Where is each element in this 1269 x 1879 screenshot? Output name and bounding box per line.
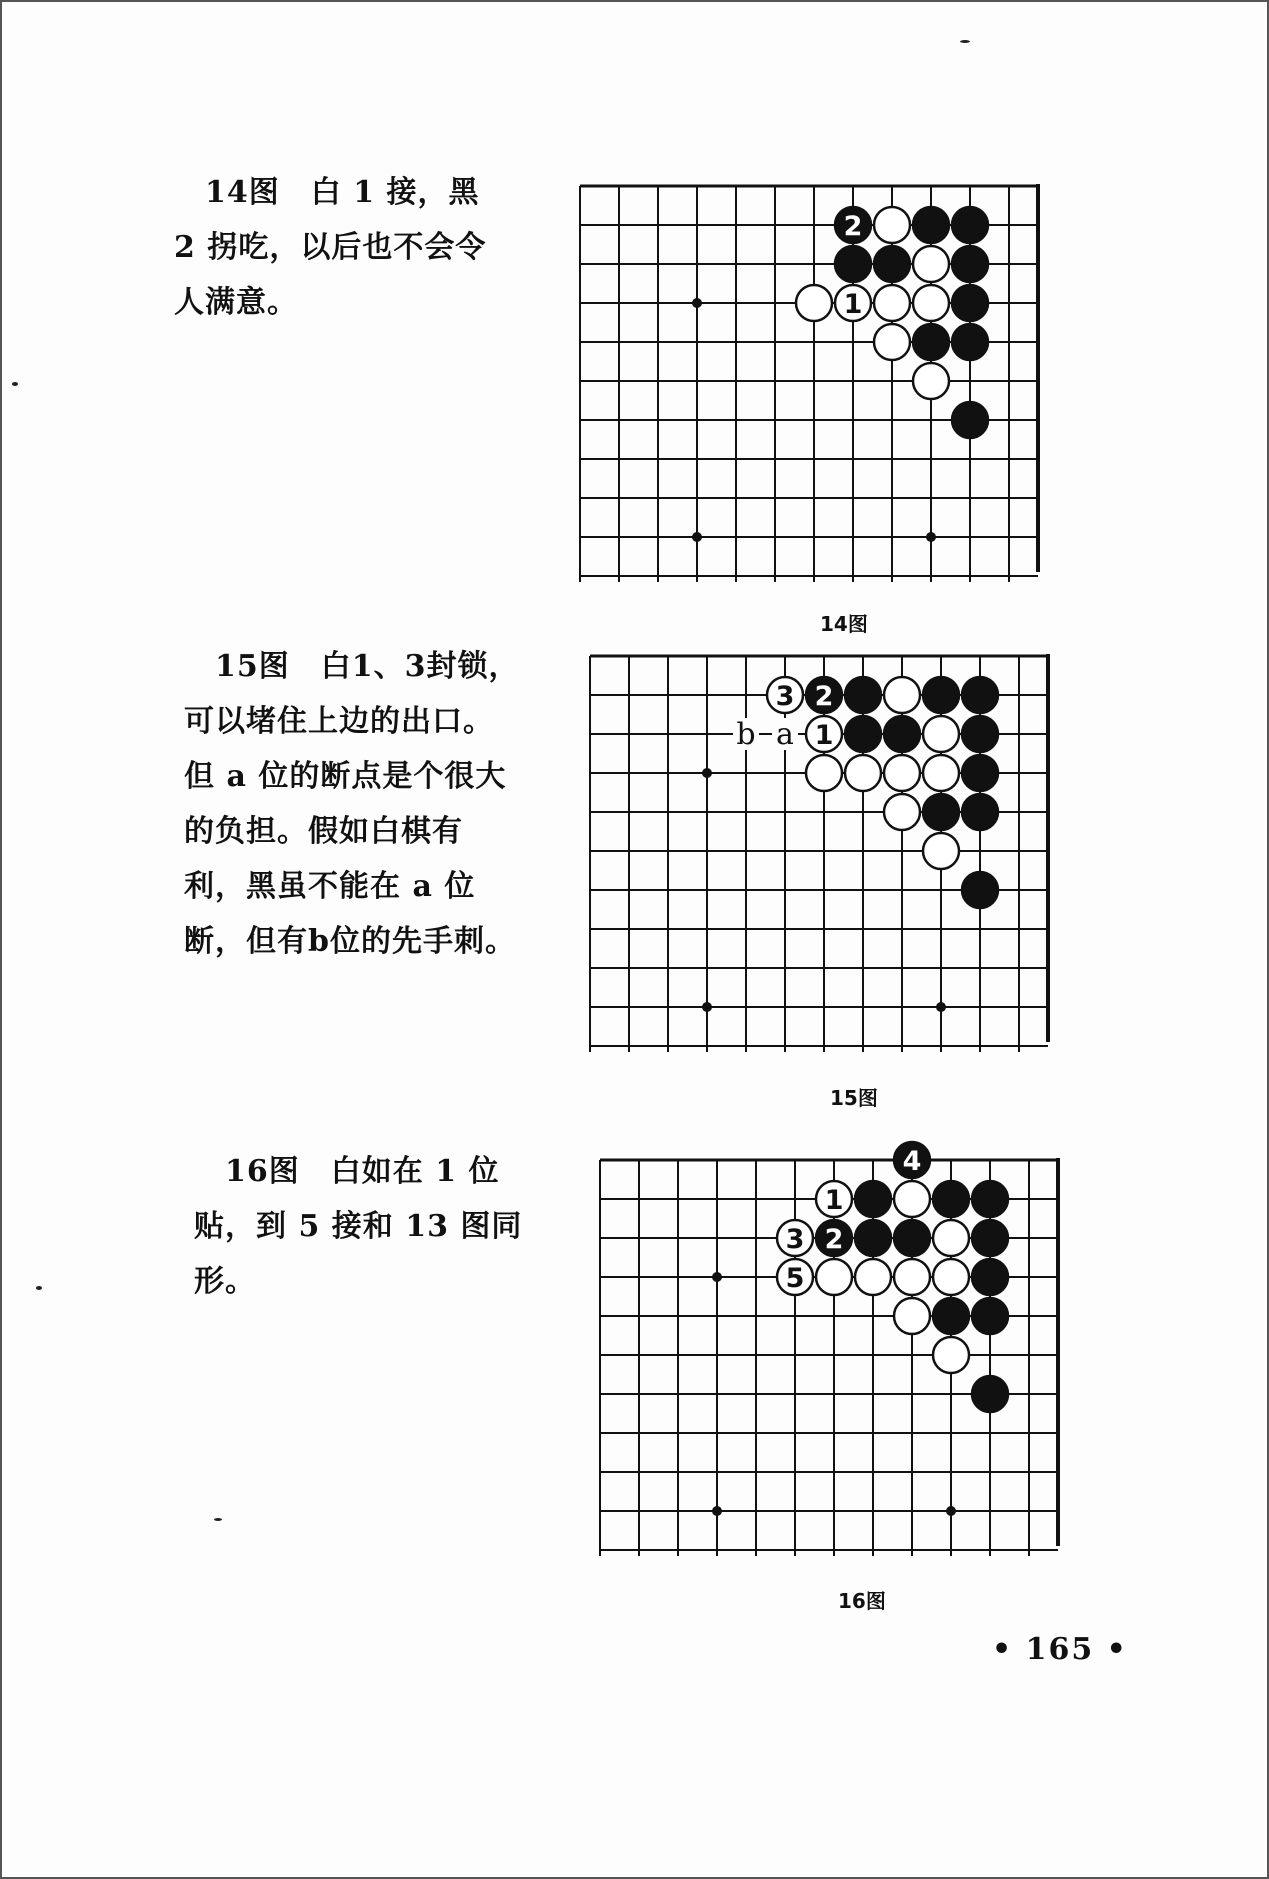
white-stone bbox=[894, 1298, 930, 1334]
diagram-caption-14: 14图 bbox=[820, 612, 868, 636]
black-stone bbox=[952, 207, 988, 243]
white-stone bbox=[894, 1181, 930, 1217]
move-number: 2 bbox=[814, 681, 834, 712]
star-point bbox=[692, 298, 702, 308]
white-stone bbox=[855, 1259, 891, 1295]
move-number: 5 bbox=[785, 1263, 805, 1294]
text-line: 16图 白如在 1 位 bbox=[194, 1154, 500, 1189]
white-stone bbox=[884, 794, 920, 830]
white-stone bbox=[884, 677, 920, 713]
text-line: 利，黑虽不能在 a 位 bbox=[184, 869, 476, 904]
black-stone bbox=[835, 246, 871, 282]
white-stone bbox=[933, 1337, 969, 1373]
move-number: 3 bbox=[775, 681, 795, 712]
go-diagram-16 bbox=[594, 1146, 1096, 1584]
black-stone bbox=[952, 402, 988, 438]
white-stone bbox=[806, 755, 842, 791]
move-number: 1 bbox=[814, 720, 834, 751]
white-stone bbox=[923, 755, 959, 791]
white-stone bbox=[923, 833, 959, 869]
black-stone bbox=[855, 1220, 891, 1256]
black-stone bbox=[884, 716, 920, 752]
text-line: 14图 白 1 接，黑 bbox=[174, 175, 480, 210]
position-mark-b: b bbox=[736, 717, 756, 752]
white-stone bbox=[923, 716, 959, 752]
paragraph-fig15 bbox=[184, 639, 520, 969]
black-stone bbox=[845, 716, 881, 752]
black-stone bbox=[962, 794, 998, 830]
scan-speck bbox=[960, 40, 970, 43]
text-line: 2 拐吃，以后也不会令 bbox=[174, 230, 487, 265]
star-point bbox=[702, 1002, 712, 1012]
paragraph-fig16 bbox=[194, 1144, 522, 1309]
black-stone bbox=[972, 1181, 1008, 1217]
black-stone bbox=[845, 677, 881, 713]
star-point bbox=[692, 532, 702, 542]
black-stone bbox=[962, 755, 998, 791]
star-point bbox=[946, 1506, 956, 1516]
white-stone bbox=[913, 363, 949, 399]
star-point bbox=[712, 1272, 722, 1282]
black-stone bbox=[952, 246, 988, 282]
text-line: 的负担。假如白棋有 bbox=[184, 814, 463, 849]
scan-speck bbox=[36, 1286, 42, 1290]
white-stone bbox=[933, 1220, 969, 1256]
black-stone bbox=[972, 1376, 1008, 1412]
text-line: 人满意。 bbox=[174, 285, 298, 320]
white-stone bbox=[874, 285, 910, 321]
black-stone bbox=[933, 1298, 969, 1334]
move-number: 2 bbox=[843, 211, 863, 242]
move-number: 1 bbox=[824, 1185, 844, 1216]
scan-speck bbox=[214, 1518, 222, 1521]
move-number: 3 bbox=[785, 1224, 805, 1255]
black-stone bbox=[855, 1181, 891, 1217]
move-number: 4 bbox=[902, 1146, 922, 1177]
scan-speck bbox=[12, 382, 18, 386]
white-stone bbox=[874, 324, 910, 360]
black-stone bbox=[894, 1220, 930, 1256]
black-stone bbox=[962, 716, 998, 752]
white-stone bbox=[816, 1259, 852, 1295]
black-stone bbox=[962, 872, 998, 908]
white-stone bbox=[845, 755, 881, 791]
text-line: 但 a 位的断点是个很大 bbox=[184, 759, 507, 794]
text-line: 可以堵住上边的出口。 bbox=[184, 704, 494, 739]
diagram-caption-16: 16图 bbox=[838, 1589, 886, 1613]
white-stone bbox=[884, 755, 920, 791]
black-stone bbox=[972, 1220, 1008, 1256]
black-stone bbox=[972, 1259, 1008, 1295]
white-stone bbox=[874, 207, 910, 243]
white-stone bbox=[913, 285, 949, 321]
page-number: • 165 • bbox=[992, 1632, 1128, 1667]
text-line: 断，但有b位的先手刺。 bbox=[184, 924, 516, 959]
black-stone bbox=[923, 794, 959, 830]
white-stone bbox=[894, 1259, 930, 1295]
paragraph-fig14 bbox=[174, 165, 486, 330]
move-number: 2 bbox=[824, 1224, 844, 1255]
star-point bbox=[926, 532, 936, 542]
position-mark-a: a bbox=[776, 717, 794, 752]
black-stone bbox=[952, 324, 988, 360]
text-line: 15图 白1、3封锁， bbox=[184, 649, 520, 684]
text-line: 贴，到 5 接和 13 图同 bbox=[194, 1209, 523, 1244]
black-stone bbox=[923, 677, 959, 713]
white-stone bbox=[933, 1259, 969, 1295]
star-point bbox=[702, 768, 712, 778]
black-stone bbox=[913, 207, 949, 243]
white-stone bbox=[796, 285, 832, 321]
go-diagram-14 bbox=[574, 180, 1076, 610]
black-stone bbox=[913, 324, 949, 360]
black-stone bbox=[972, 1298, 1008, 1334]
star-point bbox=[936, 1002, 946, 1012]
move-number: 1 bbox=[843, 289, 863, 320]
text-line: 形。 bbox=[194, 1264, 256, 1299]
white-stone bbox=[913, 246, 949, 282]
black-stone bbox=[874, 246, 910, 282]
black-stone bbox=[933, 1181, 969, 1217]
black-stone bbox=[952, 285, 988, 321]
go-diagram-15 bbox=[584, 650, 1086, 1080]
diagram-caption-15: 15图 bbox=[830, 1086, 878, 1110]
star-point bbox=[712, 1506, 722, 1516]
black-stone bbox=[962, 677, 998, 713]
